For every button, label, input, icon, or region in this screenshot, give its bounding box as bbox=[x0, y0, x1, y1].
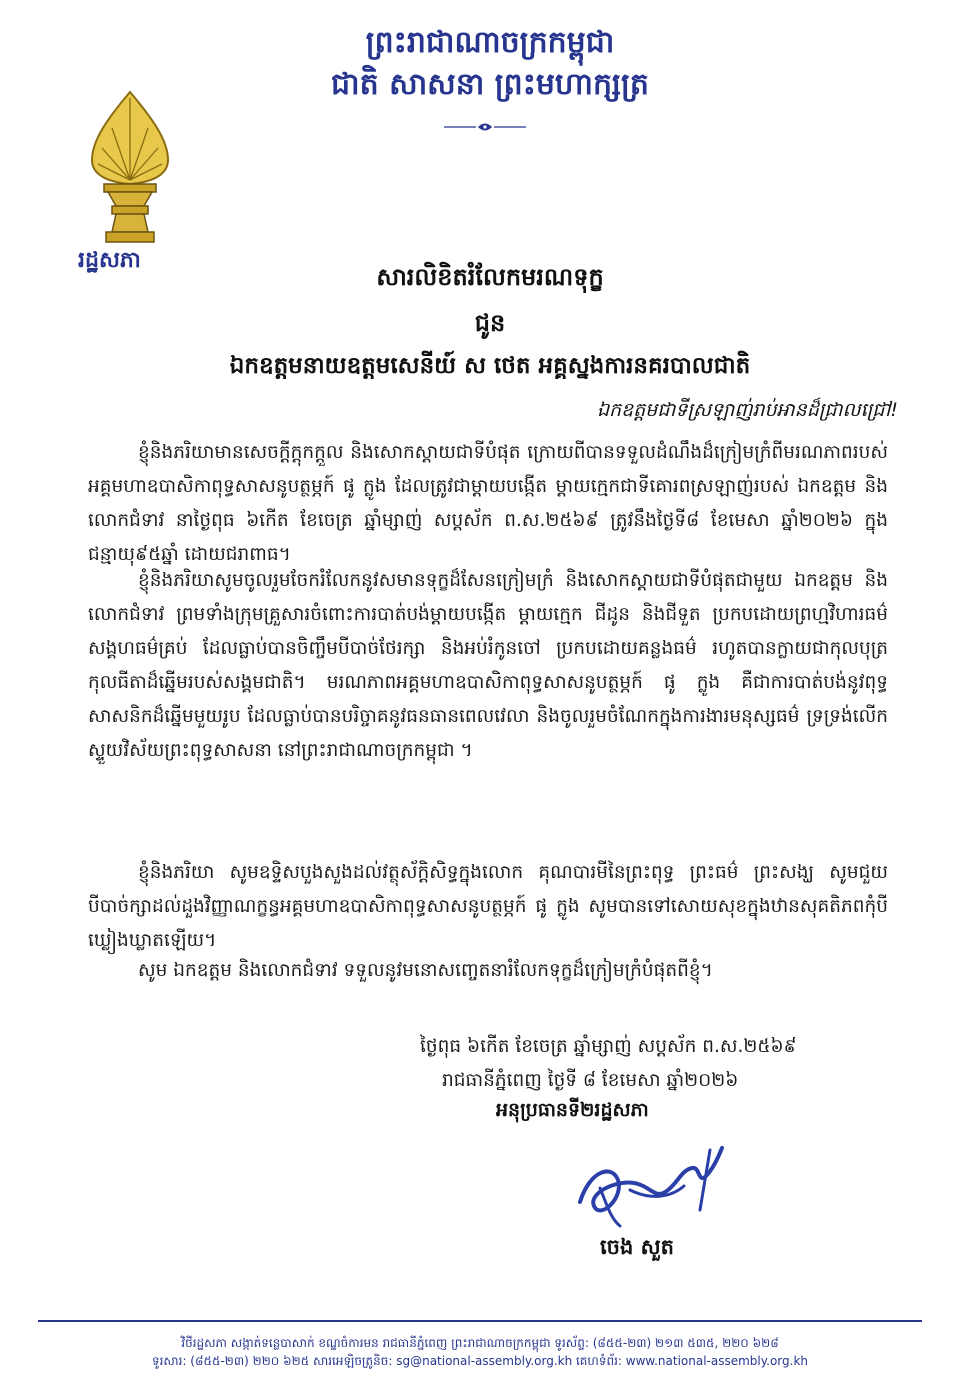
body-paragraph: ខ្ញុំនិងភរិយាមានសេចក្តីក្តុកក្តួល និងសោកស្តាយជាទីបំផុត ក្រោយពីបានទទួលដំណឹងដ៏ក្រៀមក្រំពីមរណភាពរបស់អគ្គមហាឧបាសិកាពុទ្ធសាសនូបត្ថម្ភក៍ ផូ ក្លូង ដែលត្រូវជាម្តាយបង្កើត ម្តាយក្មេកជាទីគោរពស្រឡាញ់របស់ ឯកឧត្តម និងលោកជំទាវ នាថ្ងៃពុធ ៦កេីត ខែចេត្រ ឆ្នាំម្សាញ់ សប្តស័ក ព.ស.២៥៦៩ ត្រូវនឹងថ្ងៃទី៨ ខែមេសា ឆ្នាំ២០២៦ ក្នុងជន្មាយុ៩៥ឆ្នាំ ដោយជរាពាធ។ bbox=[88, 442, 888, 565]
body-paragraph: ខ្ញុំនិងភរិយាសូមចូលរួមចែករំលែកនូវសមានទុក្ខដ៏សែនក្រៀមក្រំ និងសោកស្តាយជាទីបំផុតជាមួយ ឯកឧត្តម និងលោកជំទាវ ព្រមទាំងក្រុមគ្រួសារចំពោះការបាត់បង់ម្តាយបង្កើត ម្តាយក្មេក ជីដូន និងជីទួត ប្រកបដោយព្រហ្មវិហារធម៌ សង្គហធម៌គ្រប់ ដែលធ្លាប់បានចិញ្ចឹមបីបាច់ថែរក្សា និងអប់រំកូនចៅ ប្រកបដោយគន្លងធម៌ រហូតបានក្លាយជាកុលបុត្រ កុលធីតាដ៏ឆ្នើមរបស់សង្គមជាតិ។ មរណភាពអគ្គមហាឧបាសិកាពុទ្ធសាសនូបត្ថម្ភក៍ ផូ ក្លូង គឺជាការបាត់បង់នូវពុទ្ធសាសនិកដ៏ឆ្នើមមួយរូប ដែលធ្លាប់បានបរិច្ចាគនូវធនធានពេលវេលា និងចូលរួមចំណែកក្នុងការងារមនុស្សធម៌ ទ្រទ្រង់លើកស្ទួយវិស័យព្រះពុទ្ធសាសនា នៅព្រះរាជាណាចក្រកម្ពុជា ។ bbox=[88, 570, 888, 761]
kingdom-name: ព្រះរាជាណាចក្រកម្ពុជា bbox=[365, 25, 615, 60]
national-motto: ជាតិ សាសនា ព្រះមហាក្សត្រ bbox=[331, 67, 649, 102]
signer-title: អនុប្រធានទី២រដ្ឋសភា bbox=[496, 1099, 649, 1121]
letter-recipient: ឯកឧត្តមនាយឧត្តមសេនីយ៍ ស ថេត អគ្គស្នងការនគរបាលជាតិ bbox=[229, 353, 751, 379]
letter-title: សារលិខិតរំលែកមរណទុក្ខ bbox=[376, 263, 604, 291]
body-paragraph: ខ្ញុំនិងភរិយា សូមឧទ្ទិសបួងសួងដល់វត្ថុស័ក្តិសិទ្ធក្នុងលោក គុណបារមីនៃព្រះពុទ្ធ ព្រះធម៌ ព្រះសង្ឃ សូមជួយបីបាច់ក្សាដល់ដួងវិញ្ញាណក្ខន្ធអគ្គមហាឧបាសិកាពុទ្ធសាសនូបត្ថម្ភក៍ ផូ ក្លូង សូមបានទៅសោយសុខក្នុងឋានសុគតិភពកុំបីឃ្លៀងឃ្លាតឡើយ។ bbox=[88, 862, 888, 951]
footer-contact: ទូរសារ: (៨៥៥-២៣) ២២០ ៦២៥ សារអេឡិចត្រូនិច: sg@national-assembly.org.kh គេហទំព័រ: www.national-assembly.org.kh bbox=[151, 1354, 809, 1368]
letter-to: ជូន bbox=[474, 309, 506, 337]
handwritten-signature bbox=[560, 1140, 730, 1240]
salutation: ឯកឧត្តមជាទីស្រឡាញ់រាប់អានដ៏ជ្រាលជ្រៅ! bbox=[596, 399, 898, 421]
date-block bbox=[420, 1030, 890, 1098]
national-assembly-emblem bbox=[82, 88, 178, 248]
footer-divider bbox=[38, 1320, 922, 1322]
letterhead-header bbox=[300, 22, 680, 106]
body-paragraph: សូម ឯកឧត្តម និងលោកជំទាវ ទទួលនូវមនោសញ្ចេតនារំលែកទុក្ខដ៏ក្រៀមក្រំបំផុតពីខ្ញុំ។ bbox=[138, 960, 713, 981]
signer-name: ចេង សួត bbox=[600, 1235, 674, 1259]
footer-address: វិថីរដ្ឋសភា សង្កាត់ទន្លេបាសាក់ ខណ្ឌចំការមន រាជធានីភ្នំពេញ ព្រះរាជាណាចក្រកម្ពុជា ទូរស័ព្ទ: (៨៥៥-២៣) ២១៣ ៥៣៥, ២២០ ៦២៨ bbox=[181, 1336, 779, 1350]
date-solar: រាជធានីភ្នំពេញ ថ្ងៃទី ៨ ខែមេសា ឆ្នាំ២០២៦ bbox=[442, 1070, 739, 1091]
assembly-label: រដ្ឋសភា bbox=[78, 248, 141, 273]
date-lunar: ថ្ងៃពុធ ៦កេីត ខែចេត្រ ឆ្នាំម្សាញ់ សប្តស័ក ព.ស.២៥៦៩ bbox=[420, 1036, 797, 1057]
ornament-divider bbox=[440, 120, 530, 134]
